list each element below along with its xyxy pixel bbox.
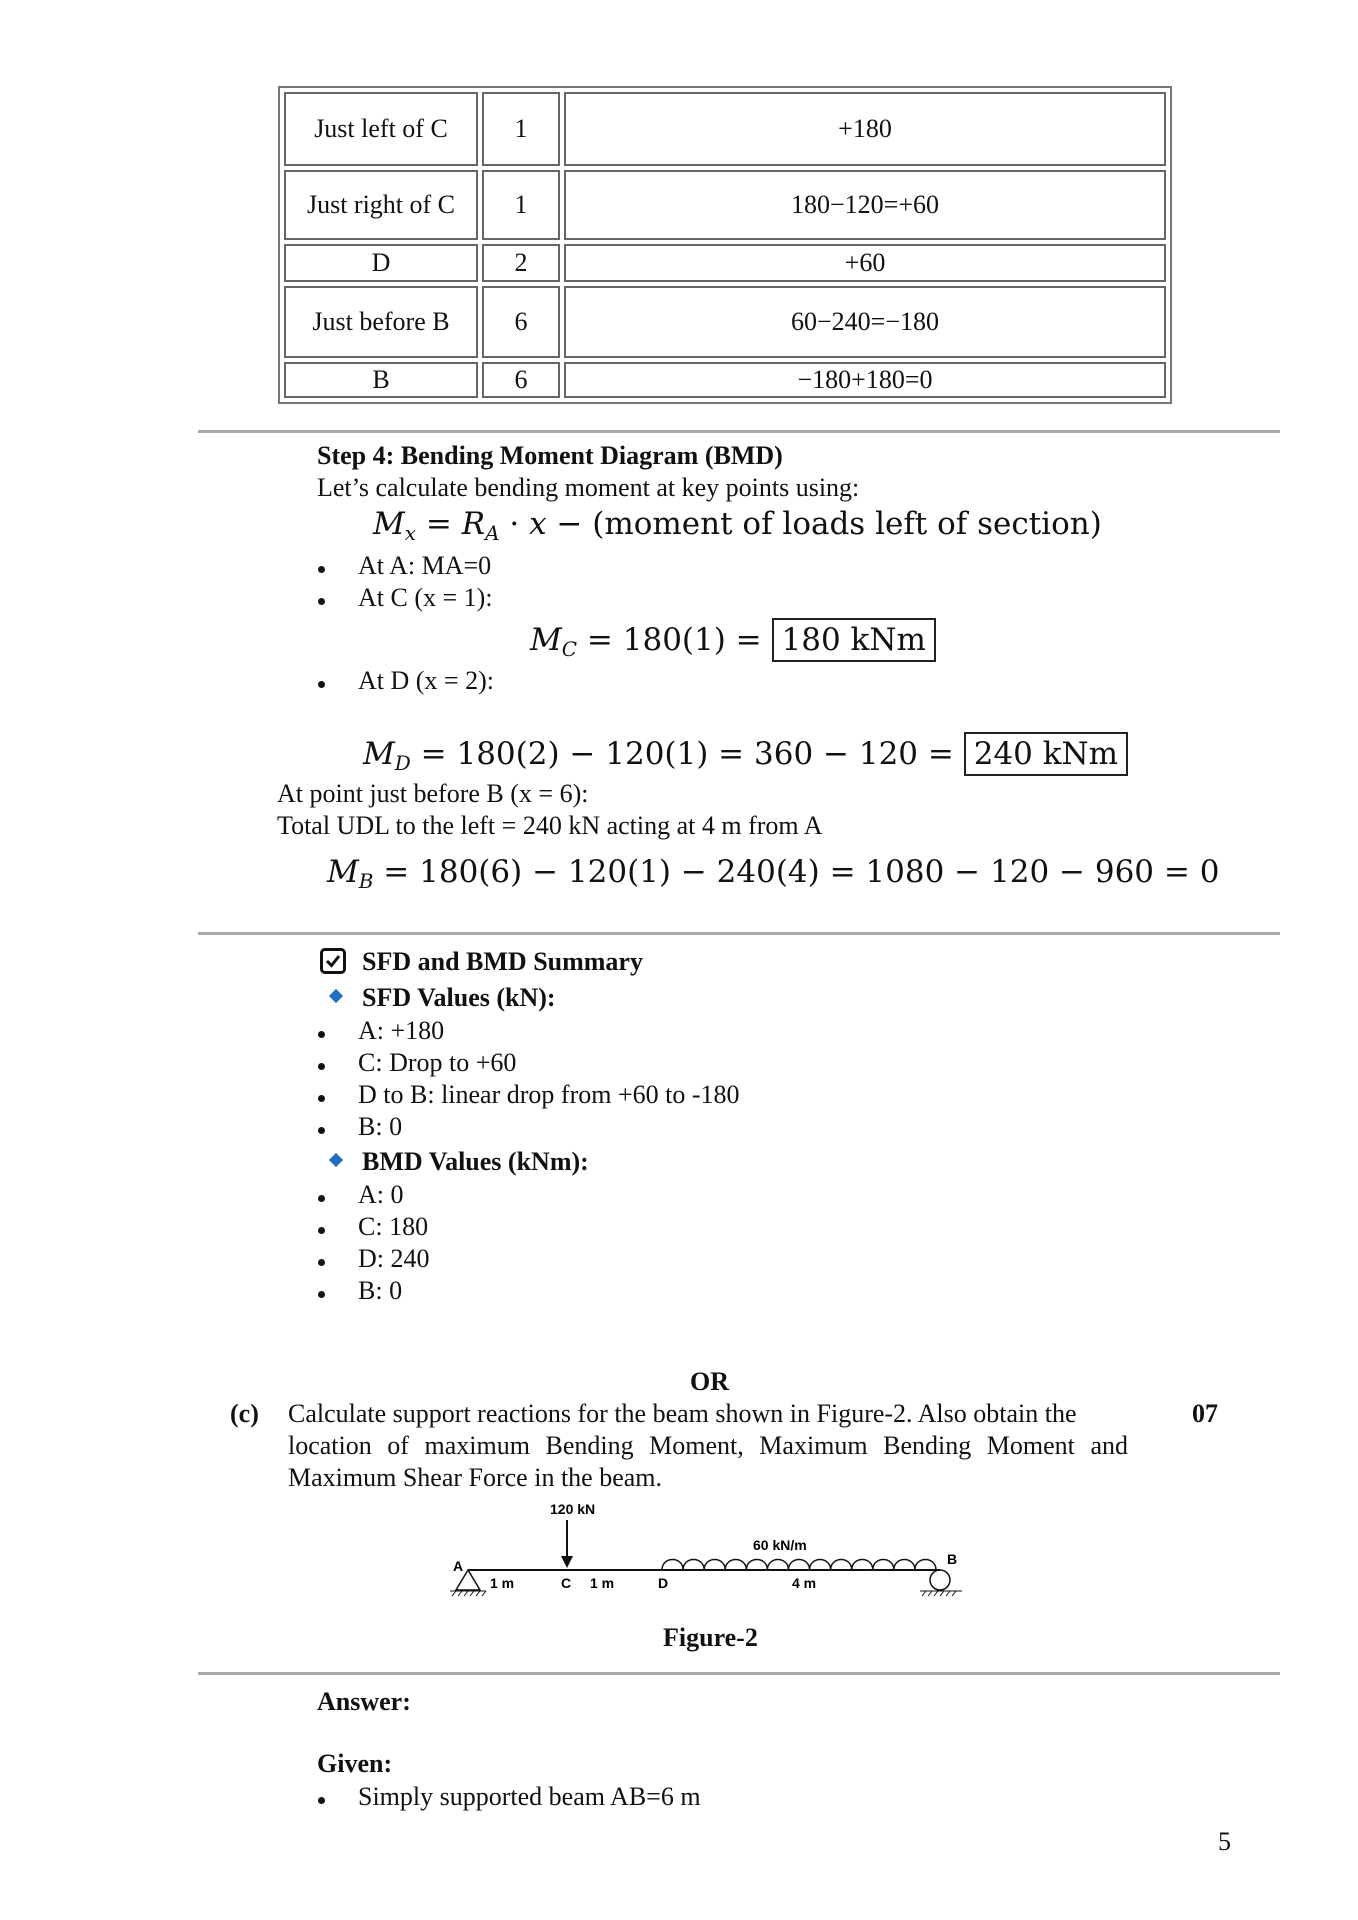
sfd-item: A: +180 [358, 1016, 445, 1045]
formula-rest: − (moment of loads left of section) [546, 506, 1102, 542]
formula-lhs: M [373, 506, 405, 542]
question-text-line3: Maximum Shear Force in the beam. [288, 1463, 663, 1492]
table-cell-x: 2 [482, 244, 560, 282]
divider [198, 430, 1280, 433]
udl-loops [662, 1560, 936, 1571]
table-row [284, 244, 1166, 282]
checkbox-icon [320, 948, 346, 974]
table-cell-value: 180−120=+60 [564, 170, 1166, 240]
sfd-item: C: Drop to +60 [358, 1048, 517, 1077]
bullet [318, 1127, 325, 1134]
mb-expr: = 180(6) − 120(1) − 240(4) = 1080 − 120 − 960 = 0 [373, 854, 1220, 890]
bullet [318, 598, 325, 605]
bmd-item: A: 0 [358, 1180, 404, 1209]
point-load-arrowhead [561, 1556, 573, 1568]
label-a: A [453, 1558, 464, 1574]
question-text-line2: location of maximum Bending Moment, Maximum Bending Moment and [288, 1431, 1128, 1460]
sfd-item: D to B: linear drop from +60 to -180 [358, 1080, 740, 1109]
given-label: Given: [317, 1749, 393, 1778]
figure-load-label: 120 kN [550, 1501, 596, 1517]
table-row [284, 286, 1166, 358]
sfd-item: B: 0 [358, 1112, 403, 1141]
bullet [318, 1063, 325, 1070]
roller-support-icon [930, 1570, 950, 1590]
moment-formula [373, 504, 1102, 544]
table-cell-section: D [284, 244, 478, 282]
mb-m: M [327, 854, 359, 890]
divider [198, 932, 1280, 935]
table-row [284, 362, 1166, 398]
mc-sub: C [561, 637, 578, 661]
table-cell-value: +180 [564, 92, 1166, 166]
table-cell-value: 60−240=−180 [564, 286, 1166, 358]
table-cell-x: 6 [482, 286, 560, 358]
moment-d-equation [363, 732, 1128, 776]
or-separator: OR [690, 1367, 729, 1396]
diamond-icon [329, 989, 343, 1003]
point-before-b: At point just before B (x = 6): [277, 779, 589, 808]
table-cell-x: 1 [482, 92, 560, 166]
mc-result: 180 kNm [772, 618, 936, 662]
dimension-ac: 1 m [490, 1575, 515, 1591]
question-marks: 07 [1192, 1399, 1218, 1428]
bullet [318, 1227, 325, 1234]
summary-title: SFD and BMD Summary [362, 947, 643, 976]
page-number: 5 [1218, 1827, 1231, 1856]
mb-sub: B [358, 869, 374, 893]
formula-lhs-sub: x [404, 521, 417, 545]
md-sub: D [394, 751, 411, 775]
table-row [284, 92, 1166, 166]
udl-note: Total UDL to the left = 240 kN acting at 4 m from A [277, 811, 823, 840]
table-cell-x: 6 [482, 362, 560, 398]
bmd-item: B: 0 [358, 1276, 403, 1305]
table-cell-section: Just before B [284, 286, 478, 358]
label-b: B [947, 1551, 958, 1567]
question-label: (c) [230, 1399, 259, 1428]
bullet [318, 681, 325, 688]
bullet [318, 1031, 325, 1038]
shear-force-table [278, 86, 1172, 404]
table-cell-section: Just left of C [284, 92, 478, 166]
formula-eq: = [416, 506, 462, 542]
mc-expr: = 180(1) = [577, 622, 772, 658]
mc-m: M [530, 622, 562, 658]
bmd-heading: BMD Values (kNm): [362, 1147, 589, 1176]
moment-b-equation [327, 852, 1219, 892]
md-expr: = 180(2) − 120(1) = 360 − 120 = [410, 736, 964, 772]
ground-hatch-a [450, 1591, 486, 1596]
bullet-at-d: At D (x = 2): [358, 666, 494, 695]
table-cell-section: B [284, 362, 478, 398]
bullet [318, 566, 325, 573]
dimension-cd: 1 m [590, 1575, 615, 1591]
bullet [318, 1195, 325, 1202]
step4-heading: Step 4: Bending Moment Diagram (BMD) [317, 441, 783, 470]
md-m: M [363, 736, 395, 772]
figure-caption: Figure-2 [663, 1623, 758, 1652]
answer-label: Answer: [317, 1687, 411, 1716]
formula-r-sub: A [485, 521, 500, 545]
question-text-line1: Calculate support reactions for the beam shown in Figure-2. Also obtain the [288, 1399, 1077, 1428]
sfd-heading: SFD Values (kN): [362, 983, 556, 1012]
table-cell-value: −180+180=0 [564, 362, 1166, 398]
step4-intro: Let’s calculate bending moment at key points using: [317, 473, 860, 502]
label-c: C [561, 1575, 572, 1591]
bullet [318, 1797, 325, 1804]
table-cell-value: +60 [564, 244, 1166, 282]
table-cell-x: 1 [482, 170, 560, 240]
beam-figure [440, 1494, 1000, 1614]
diamond-icon [329, 1153, 343, 1167]
figure-udl-label: 60 kN/m [753, 1537, 807, 1553]
bmd-item: D: 240 [358, 1244, 430, 1273]
given-item: Simply supported beam AB=6 m [358, 1782, 701, 1811]
bullet [318, 1259, 325, 1266]
label-d: D [658, 1575, 669, 1591]
formula-dot: · [499, 506, 530, 542]
bullet [318, 1291, 325, 1298]
table-row [284, 170, 1166, 240]
bullet-at-c: At C (x = 1): [358, 583, 493, 612]
md-result: 240 kNm [964, 732, 1128, 776]
moment-c-equation [530, 618, 936, 662]
formula-r: R [461, 506, 486, 542]
dimension-db: 4 m [792, 1575, 817, 1591]
formula-x: x [529, 506, 547, 542]
bullet [318, 1095, 325, 1102]
bullet-at-a: At A: MA=0 [358, 551, 492, 580]
bmd-item: C: 180 [358, 1212, 429, 1241]
table-cell-section: Just right of C [284, 170, 478, 240]
ground-hatch-b [920, 1591, 962, 1596]
divider [198, 1672, 1280, 1675]
